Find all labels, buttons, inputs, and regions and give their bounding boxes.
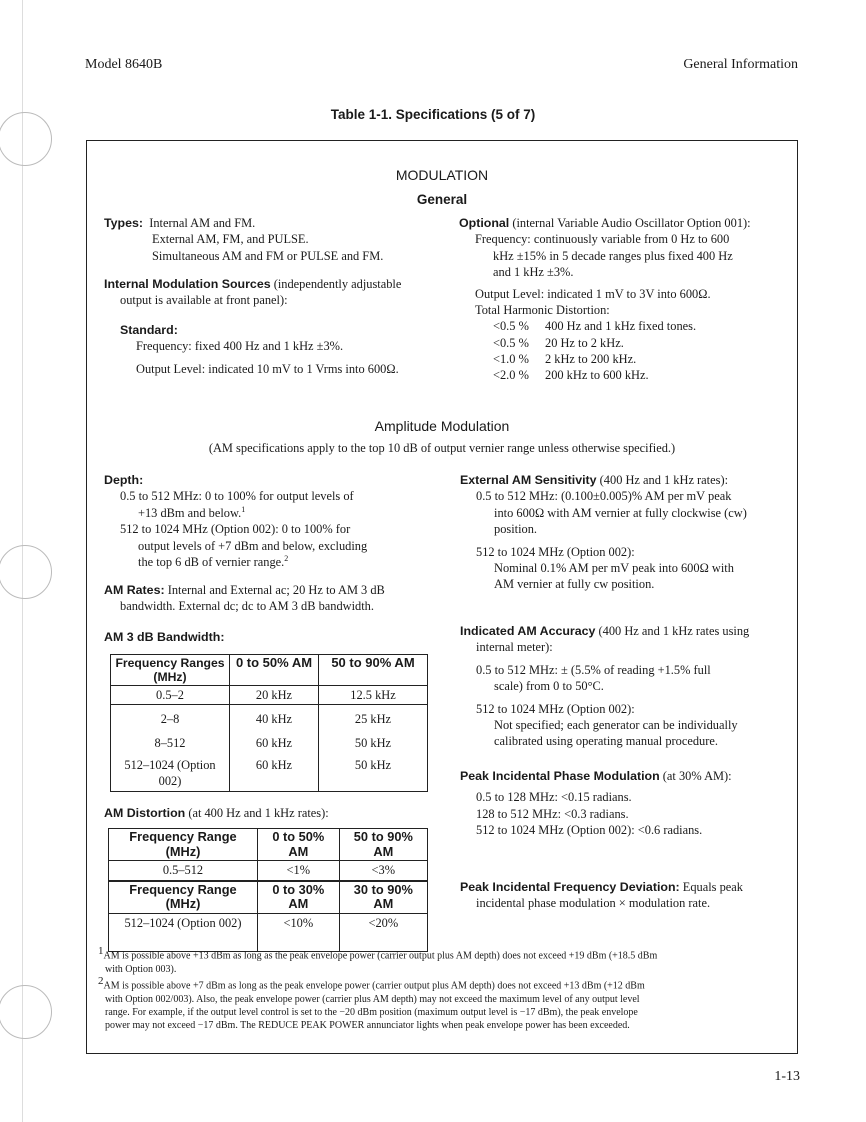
depth-line: 0.5 to 512 MHz: 0 to 100% for output levels of (120, 489, 354, 504)
am-distortion-label: AM Distortion (104, 806, 186, 820)
ext-am-label: External AM Sensitivity (460, 473, 597, 487)
optional-output-level: Output Level: indicated 1 mV to 3V into 600Ω. (475, 286, 711, 301)
table-title: Table 1-1. Specifications (5 of 7) (330, 107, 536, 122)
footnote-text: with Option 003). (105, 963, 177, 975)
type-item: Simultaneous AM and FM or PULSE and FM. (152, 248, 384, 263)
pifd-label: Peak Incidental Frequency Deviation: (460, 880, 680, 894)
am-distortion-text: (at 400 Hz and 1 kHz rates): (185, 806, 329, 820)
table-header: 0 to 50% AM (258, 829, 340, 861)
table-cell: <3% (339, 861, 427, 881)
table-cell: 60 kHz (230, 729, 319, 753)
table-header: 0 to 30% AM (258, 881, 340, 914)
pipm-text: (at 30% AM): (659, 769, 732, 783)
binder-hole (0, 985, 52, 1039)
table-header: 50 to 90% AM (319, 655, 428, 686)
table-header: Frequency Range (MHz) (109, 829, 258, 861)
table-cell: 50 kHz (319, 729, 428, 753)
table-cell: <1% (258, 861, 340, 881)
table-row (111, 686, 428, 705)
ext-am-line: Nominal 0.1% AM per mV peak into 600Ω with (494, 560, 734, 575)
table-cell: 12.5 kHz (319, 686, 428, 705)
am-distortion-table (108, 828, 428, 952)
pifd-text: Equals peak (679, 880, 743, 894)
header-model: Model 8640B (85, 57, 163, 72)
optional-frequency-1: Frequency: continuously variable from 0 Hz to 600 (475, 232, 730, 247)
ind-am-label: Indicated AM Accuracy (460, 624, 596, 638)
pipm-line: 128 to 512 MHz: <0.3 radians. (476, 806, 629, 821)
am-rates-label: AM Rates: (104, 583, 165, 597)
table-cell: <10% (258, 914, 340, 952)
footnote-text: AM is possible above +7 dBm as long as the peak envelope power (carrier output plus AM depth) does not exceed +13 dBm (+12 dBm (103, 980, 645, 992)
footnote-text: AM is possible above +13 dBm as long as the peak envelope power (carrier output plus AM depth) does not exceed +19 dBm (+18.5 dBm (103, 950, 658, 962)
ext-am-line: position. (494, 522, 538, 537)
depth-line: +13 dBm and below. (138, 505, 242, 520)
ind-am-text: (400 Hz and 1 kHz rates using (595, 624, 750, 638)
footnote-1 (98, 944, 792, 976)
footnote-text: with Option 002/003). Also, the peak envelope power (carrier plus AM depth) may not exceed the maximum level of any output level (105, 993, 640, 1005)
ext-am-line: AM vernier at fully cw position. (494, 577, 655, 592)
table-cell: 8–512 (111, 729, 230, 753)
type-item: Internal AM and FM. (149, 216, 256, 230)
binder-hole (0, 545, 52, 599)
table-row (109, 861, 428, 881)
table-cell: 0.5–512 (109, 861, 258, 881)
optional-frequency-2: kHz ±15% in 5 decade ranges plus fixed 400 Hz (493, 248, 733, 263)
table-cell: 512–1024 (Option 002) (111, 753, 230, 791)
table-cell: <20% (339, 914, 427, 952)
table-cell: 0.5–2 (111, 686, 230, 705)
table-row (111, 729, 428, 753)
table-cell: 512–1024 (Option 002) (109, 914, 258, 952)
thd-row: <1.0 % 2 kHz to 200 kHz. (493, 352, 637, 366)
ind-am-line: Not specified; each generator can be individually (494, 717, 738, 732)
table-header: Frequency Range (MHz) (109, 881, 258, 914)
footnote-mark: 1 (98, 945, 104, 957)
header-section: General Information (683, 57, 798, 72)
standard-block (120, 322, 399, 377)
table-cell: 60 kHz (230, 753, 319, 791)
footnote-mark: 2 (98, 975, 104, 987)
footnote-ref: 1 (241, 504, 246, 514)
ind-am-line: calibrated using operating manual procedure. (494, 734, 718, 749)
ext-am-line: 512 to 1024 MHz (Option 002): (476, 544, 635, 559)
table-header-row (109, 881, 428, 914)
depth-label: Depth: (104, 473, 144, 487)
optional-block (459, 215, 751, 384)
pifd-block (460, 879, 743, 912)
depth-line: output levels of +7 dBm and below, excluding (138, 538, 368, 553)
am-title: Amplitude Modulation (374, 418, 510, 434)
standard-output-level: Output Level: indicated 10 mV to 1 Vrms into 600Ω. (136, 361, 399, 376)
optional-label: Optional (459, 216, 510, 230)
ind-am-line: 0.5 to 512 MHz: ± (5.5% of reading +1.5% full (476, 662, 711, 677)
internal-sources-text: (independently adjustable (270, 277, 402, 291)
table-header: 0 to 50% AM (230, 655, 319, 686)
am-bandwidth-table (110, 654, 428, 792)
table-header: 30 to 90% AM (339, 881, 427, 914)
table-row (111, 753, 428, 791)
ext-am-line: 0.5 to 512 MHz: (0.100±0.005)% AM per mV peak (476, 489, 732, 504)
footnote-ref: 2 (284, 554, 289, 563)
type-item: External AM, FM, and PULSE. (152, 232, 309, 247)
ind-am-text-2: internal meter): (476, 640, 553, 655)
table-header-row (111, 655, 428, 686)
thd-row: <0.5 % 20 Hz to 2 kHz. (493, 335, 624, 350)
standard-label: Standard: (120, 323, 178, 337)
internal-sources-label: Internal Modulation Sources (104, 277, 271, 291)
indicated-am-accuracy-block (460, 623, 749, 750)
general-title: General (416, 192, 468, 207)
depth-block (104, 472, 367, 571)
depth-line: the top 6 dB of vernier range. (138, 555, 285, 570)
optional-frequency-3: and 1 kHz ±3%. (493, 265, 574, 280)
standard-frequency: Frequency: fixed 400 Hz and 1 kHz ±3%. (136, 339, 344, 354)
am-bandwidth-label: AM 3 dB Bandwidth: (104, 630, 225, 644)
ind-am-line: scale) from 0 to 50°C. (494, 679, 604, 694)
internal-sources-text-2: output is available at front panel): (120, 293, 288, 308)
internal-sources-block (104, 276, 401, 309)
am-rates-block (104, 582, 385, 615)
pipm-line: 512 to 1024 MHz (Option 002): <0.6 radians. (476, 823, 703, 838)
ind-am-line: 512 to 1024 MHz (Option 002): (476, 701, 635, 716)
table-cell: 40 kHz (230, 705, 319, 729)
pipm-line: 0.5 to 128 MHz: <0.15 radians. (476, 790, 632, 805)
ext-am-sensitivity-block (460, 472, 747, 593)
pifd-text-2: incidental phase modulation × modulation rate. (476, 896, 711, 911)
footnote-text: power may not exceed −17 dBm. The REDUCE PEAK POWER annunciator lights when peak envelope power has been exceeded. (105, 1019, 630, 1031)
thd-row: <2.0 % 200 kHz to 600 kHz. (493, 368, 649, 383)
am-rates-text: Internal and External ac; 20 Hz to AM 3 dB (164, 583, 385, 597)
table-row (111, 705, 428, 729)
thd-label: Total Harmonic Distortion: (475, 302, 610, 317)
spec-table-frame-edge (797, 140, 798, 1054)
ext-am-text: (400 Hz and 1 kHz rates): (596, 473, 729, 487)
table-header-row (109, 829, 428, 861)
am-note: (AM specifications apply to the top 10 dB of output vernier range unless otherwise specified.) (208, 441, 676, 455)
pipm-label: Peak Incidental Phase Modulation (460, 769, 660, 783)
table-cell: 50 kHz (319, 753, 428, 791)
table-header: 50 to 90% AM (339, 829, 427, 861)
footnote-text: range. For example, if the output level control is set to the −20 dBm position (maximum output level is −17 dBm), the peak envelope (105, 1006, 638, 1018)
am-rates-text-2: bandwidth. External dc; dc to AM 3 dB bandwidth. (120, 599, 374, 614)
page-number: 1-13 (774, 1069, 800, 1084)
table-cell: 2–8 (111, 705, 230, 729)
thd-row: <0.5 % 400 Hz and 1 kHz fixed tones. (493, 319, 697, 334)
optional-text: (internal Variable Audio Oscillator Option 001): (509, 216, 751, 230)
footnote-2 (98, 974, 792, 1032)
table-cell: 20 kHz (230, 686, 319, 705)
types-block (104, 215, 383, 264)
types-label: Types: (104, 216, 144, 230)
modulation-title: MODULATION (395, 167, 489, 183)
depth-line: 512 to 1024 MHz (Option 002): 0 to 100% for (120, 522, 351, 537)
pipm-block (460, 768, 732, 839)
ext-am-line: into 600Ω with AM vernier at fully clockwise (cw) (494, 505, 747, 520)
table-cell: 25 kHz (319, 705, 428, 729)
am-distortion-heading (104, 805, 329, 821)
table-header: Frequency Ranges (MHz) (111, 655, 230, 686)
